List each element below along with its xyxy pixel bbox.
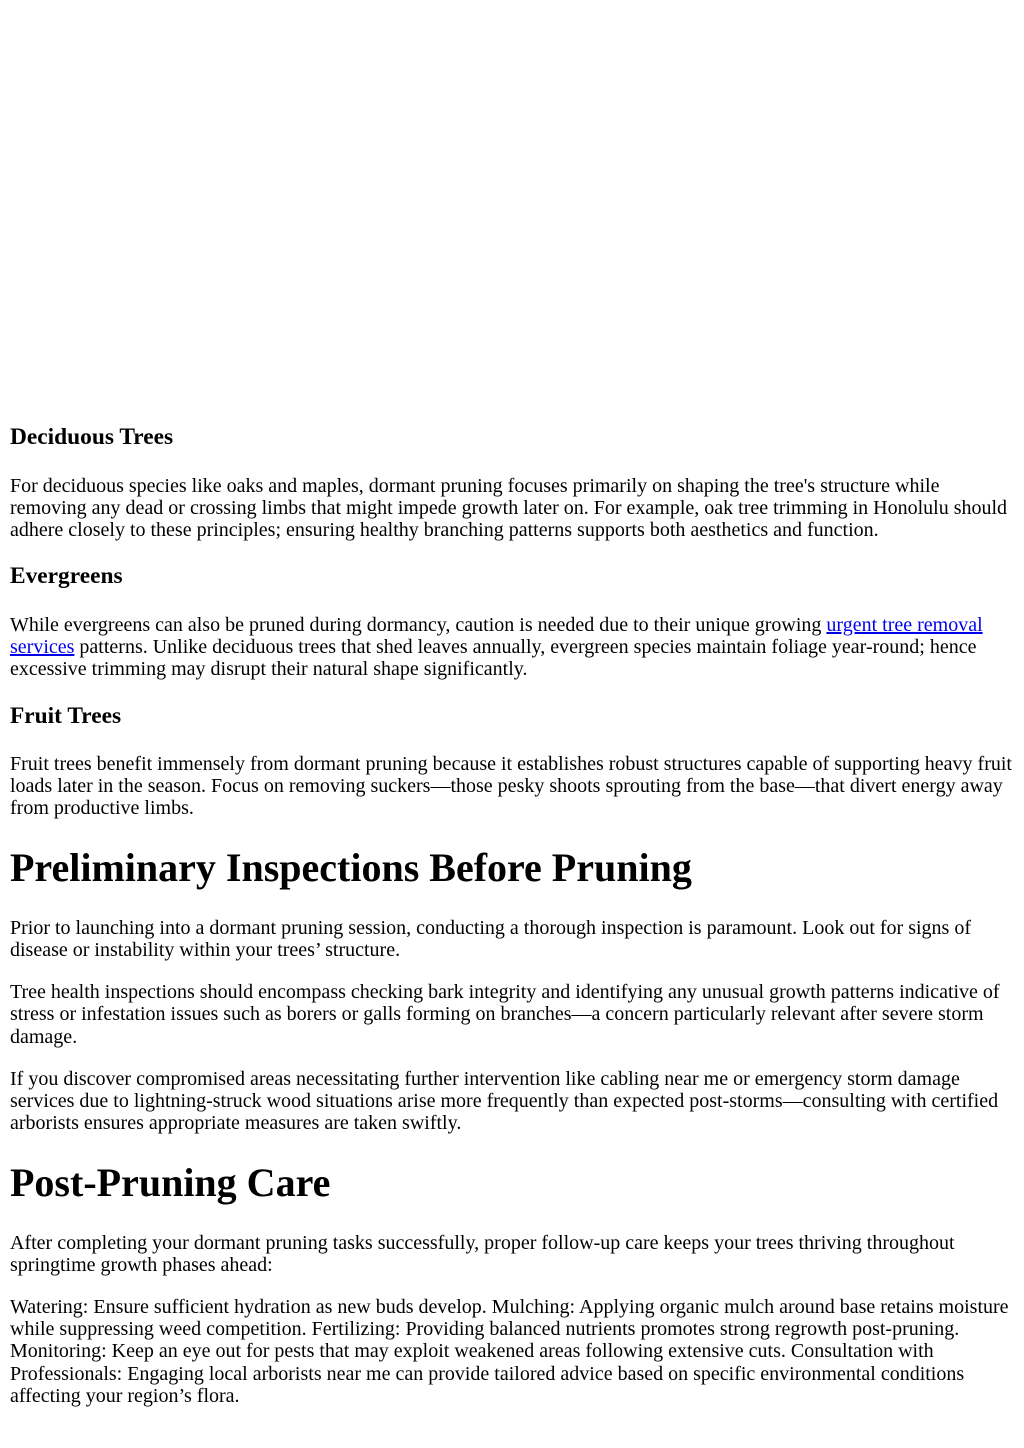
heading-deciduous-trees: Deciduous Trees	[10, 424, 174, 451]
para-post-pruning-2: Watering: Ensure sufficient hydration as new buds develop. Mulching: Applying organic mulch around base retains moisture while suppressing weed competition. Fertilizing: Providing balanced nutrients promotes strong regrowth post-pruning. Monitoring: Keep an eye out for pests that may exploit weakened areas following extensive cuts. Consultation with Professionals: Engaging local arborists near me can provide tailored advice based on specific environmental conditions affecting your region’s flora.	[10, 1296, 1009, 1407]
para-evergreens-text-after: patterns. Unlike deciduous trees that shed leaves annually, evergreen species maintain foliage year-round; hence excessive trimming may disrupt their natural shape significantly.	[10, 635, 977, 680]
para-evergreens	[10, 614, 1014, 680]
para-evergreens-text-before: While evergreens can also be pruned during dormancy, caution is needed due to their unique growing	[10, 613, 827, 636]
para-inspections-1: Prior to launching into a dormant pruning session, conducting a thorough inspection is paramount. Look out for signs of disease or instability within your trees’ structure.	[10, 917, 971, 962]
para-inspections-2: Tree health inspections should encompass checking bark integrity and identifying any unusual growth patterns indicative of stress or infestation issues such as borers or galls forming on branches—a concern particularly relevant after severe storm damage.	[10, 981, 1000, 1048]
heading-preliminary-inspections: Preliminary Inspections Before Pruning	[10, 844, 692, 890]
para-fruit-trees: Fruit trees benefit immensely from dormant pruning because it establishes robust structures capable of supporting heavy fruit loads later in the season. Focus on removing suckers—those pesky shoots sprouting from the base—that divert energy away from productive limbs.	[10, 752, 1012, 820]
link-urgent-tree-removal-services[interactable]: urgent tree removal services	[10, 613, 983, 658]
heading-fruit-trees: Fruit Trees	[10, 702, 122, 729]
heading-evergreens: Evergreens	[10, 563, 123, 590]
top-whitespace	[10, 0, 1014, 402]
para-deciduous-trees: For deciduous species like oaks and maples, dormant pruning focuses primarily on shaping the tree's structure while removing any dead or crossing limbs that might impede growth later on. For example, oak tree trimming in Honolulu should adhere closely to these principles; ensuring healthy branching patterns supports both aesthetics and function.	[10, 474, 1008, 541]
heading-post-pruning-care: Post-Pruning Care	[10, 1159, 331, 1205]
para-post-pruning-1: After completing your dormant pruning tasks successfully, proper follow-up care keeps your trees thriving throughout springtime growth phases ahead:	[10, 1231, 955, 1277]
para-inspections-3: If you discover compromised areas necessitating further intervention like cabling near me or emergency storm damage services due to lightning-struck wood situations arise more frequently than expected post-storms—consulting with certified arborists ensures appropriate measures are taken swiftly.	[10, 1067, 999, 1134]
